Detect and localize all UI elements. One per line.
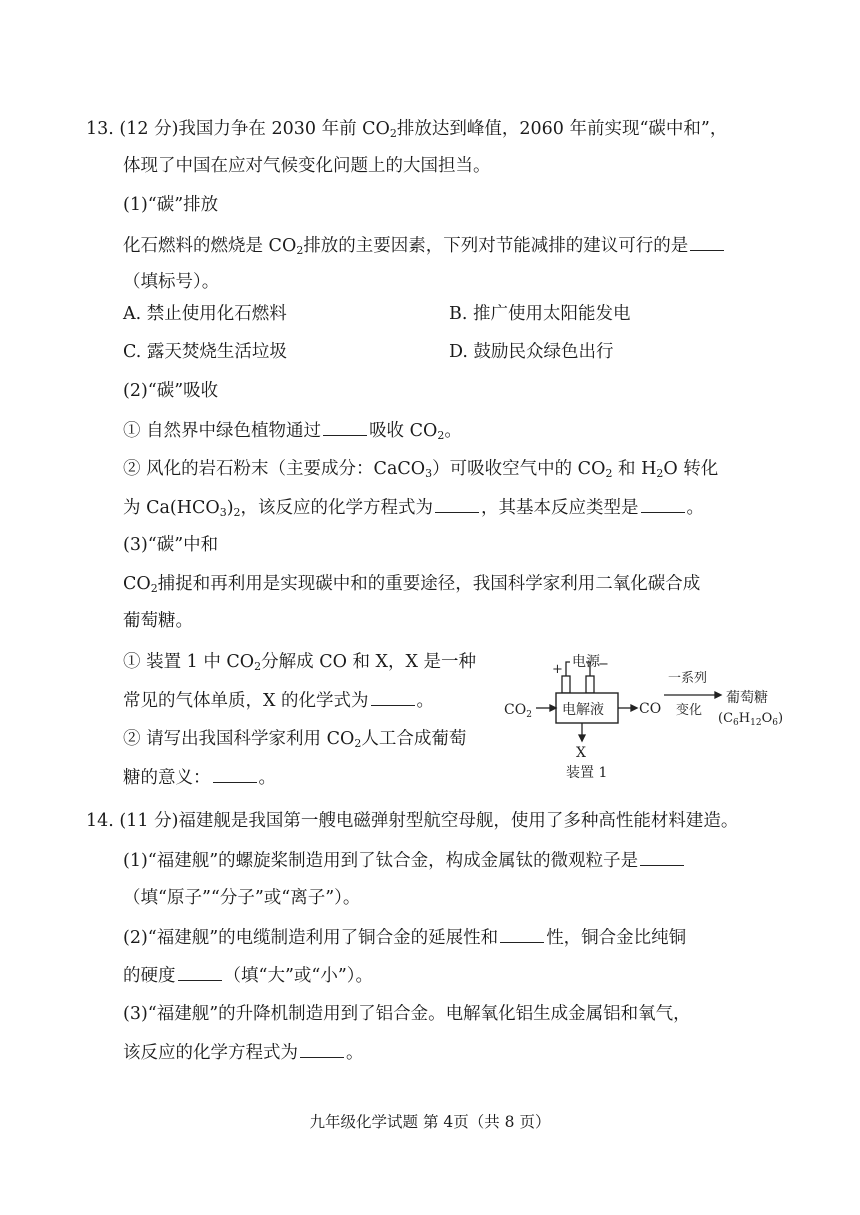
q14-p3-line2: 该反应的化学方程式为 。 [123, 1043, 364, 1063]
q14-stem: 14. (11 分)福建舰是我国第一艘电磁弹射型航空母舰，使用了多种高性能材料建造。 [86, 811, 739, 831]
process-label-1: 一系列 [668, 671, 708, 686]
product-formula: $(C_6H_{12}O_6)$ [718, 711, 784, 728]
plus-sign: + [552, 662, 563, 677]
minus-sign: − [598, 657, 609, 672]
answer-blank[interactable] [213, 766, 257, 783]
q13-stem-line2: 体现了中国在应对气候变化问题上的大国担当。 [123, 156, 491, 176]
power-label: 电源 [572, 654, 600, 670]
q13-stem-line1: 13. (12 分)我国力争在 2030 年前 $CO_2$排放达到峰值，2060 年前实现“碳中和”， [86, 119, 728, 140]
answer-blank[interactable] [435, 496, 479, 513]
q13-part3-title: (3)“碳”中和 [123, 535, 219, 555]
q13-part3-q1-line1: ① 装置 1 中 $CO_2$分解成 CO 和 X，X 是一种 [123, 652, 477, 673]
q13-part1-text-line2: （填标号）。 [123, 272, 220, 292]
q13-part2-q2-line2: 为 $Ca(HCO_3)_2$，该反应的化学方程式为 ，其基本反应类型是 。 [123, 498, 705, 519]
answer-blank[interactable] [323, 419, 367, 436]
answer-blank[interactable] [640, 849, 684, 866]
q13-part3-q1-line2: 常见的气体单质，X 的化学式为 。 [123, 691, 435, 711]
q14-p1-line1: (1)“福建舰”的螺旋桨制造用到了钛合金，构成金属钛的微观粒子是 [123, 849, 686, 872]
option-d: D. 鼓励民众绿色出行 [449, 342, 614, 362]
process-label-2: 变化 [676, 703, 703, 718]
option-b: B. 推广使用太阳能发电 [449, 304, 631, 324]
arrow-process [664, 692, 721, 698]
q13-part3-text-line1: $CO_2$捕捉和再利用是实现碳中和的重要途径，我国科学家利用二氧化碳合成 [123, 574, 701, 595]
electrolyte-label: 电解液 [562, 702, 604, 718]
output-co: CO [639, 701, 662, 717]
answer-blank[interactable] [178, 964, 222, 981]
q13-part2-title: (2)“碳”吸收 [123, 381, 219, 401]
q14-p2-line2: 的硬度 （填“大”或“小”）。 [123, 966, 374, 986]
byproduct-x: X [576, 745, 586, 761]
q14-p1-line2: （填“原子”“分子”或“离子”）。 [123, 888, 361, 908]
arrow-out [618, 705, 637, 711]
arrow-in [536, 705, 556, 711]
answer-blank[interactable] [641, 496, 685, 513]
q13-part1-text: 化石燃料的燃烧是 $CO_2$排放的主要因素，下列对节能减排的建议可行的是 [123, 234, 726, 257]
q13-part1-title: (1)“碳”排放 [123, 195, 219, 215]
q13-score: (12 分) [119, 119, 179, 139]
q14-p2-line1: (2)“福建舰”的电缆制造利用了铜合金的延展性和 性，铜合金比纯铜 [123, 928, 687, 948]
q13-number: 13. [86, 119, 114, 139]
apparatus-diagram [498, 640, 798, 790]
q13-part2-q2-line1: ② 风化的岩石粉末（主要成分：CaCO$_3$）可吸收空气中的 $CO_2$ 和 $H_2O$ 转化 [123, 459, 719, 480]
answer-blank[interactable] [371, 689, 415, 706]
option-a: A. 禁止使用化石燃料 [123, 304, 287, 324]
q13-part2-q1: ① 自然界中绿色植物通过 吸收 $CO_2$。 [123, 421, 462, 442]
answer-blank[interactable] [500, 926, 544, 943]
q13-part3-text-line2: 葡萄糖。 [123, 611, 193, 631]
apparatus-caption: 装置 1 [566, 765, 608, 781]
answer-blank[interactable] [300, 1041, 344, 1058]
q14-p3-line1: (3)“福建舰”的升降机制造用到了铝合金。电解氧化铝生成金属铝和氧气， [123, 1004, 691, 1024]
option-c: C. 露天焚烧生活垃圾 [123, 342, 287, 362]
q13-part3-q2-line1: ② 请写出我国科学家利用 $CO_2$人工合成葡萄 [123, 729, 467, 750]
page-footer: 九年级化学试题 第 4页（共 8 页） [309, 1113, 551, 1131]
q14-score: (11 分) [119, 811, 179, 831]
q14-number: 14. [86, 811, 114, 831]
answer-blank[interactable] [690, 234, 724, 251]
arrow-down [579, 723, 585, 741]
input-co2: $CO_2$ [504, 702, 532, 720]
product-label: 葡萄糖 [726, 690, 768, 706]
q13-part3-q2-line2: 糖的意义： 。 [123, 768, 276, 788]
